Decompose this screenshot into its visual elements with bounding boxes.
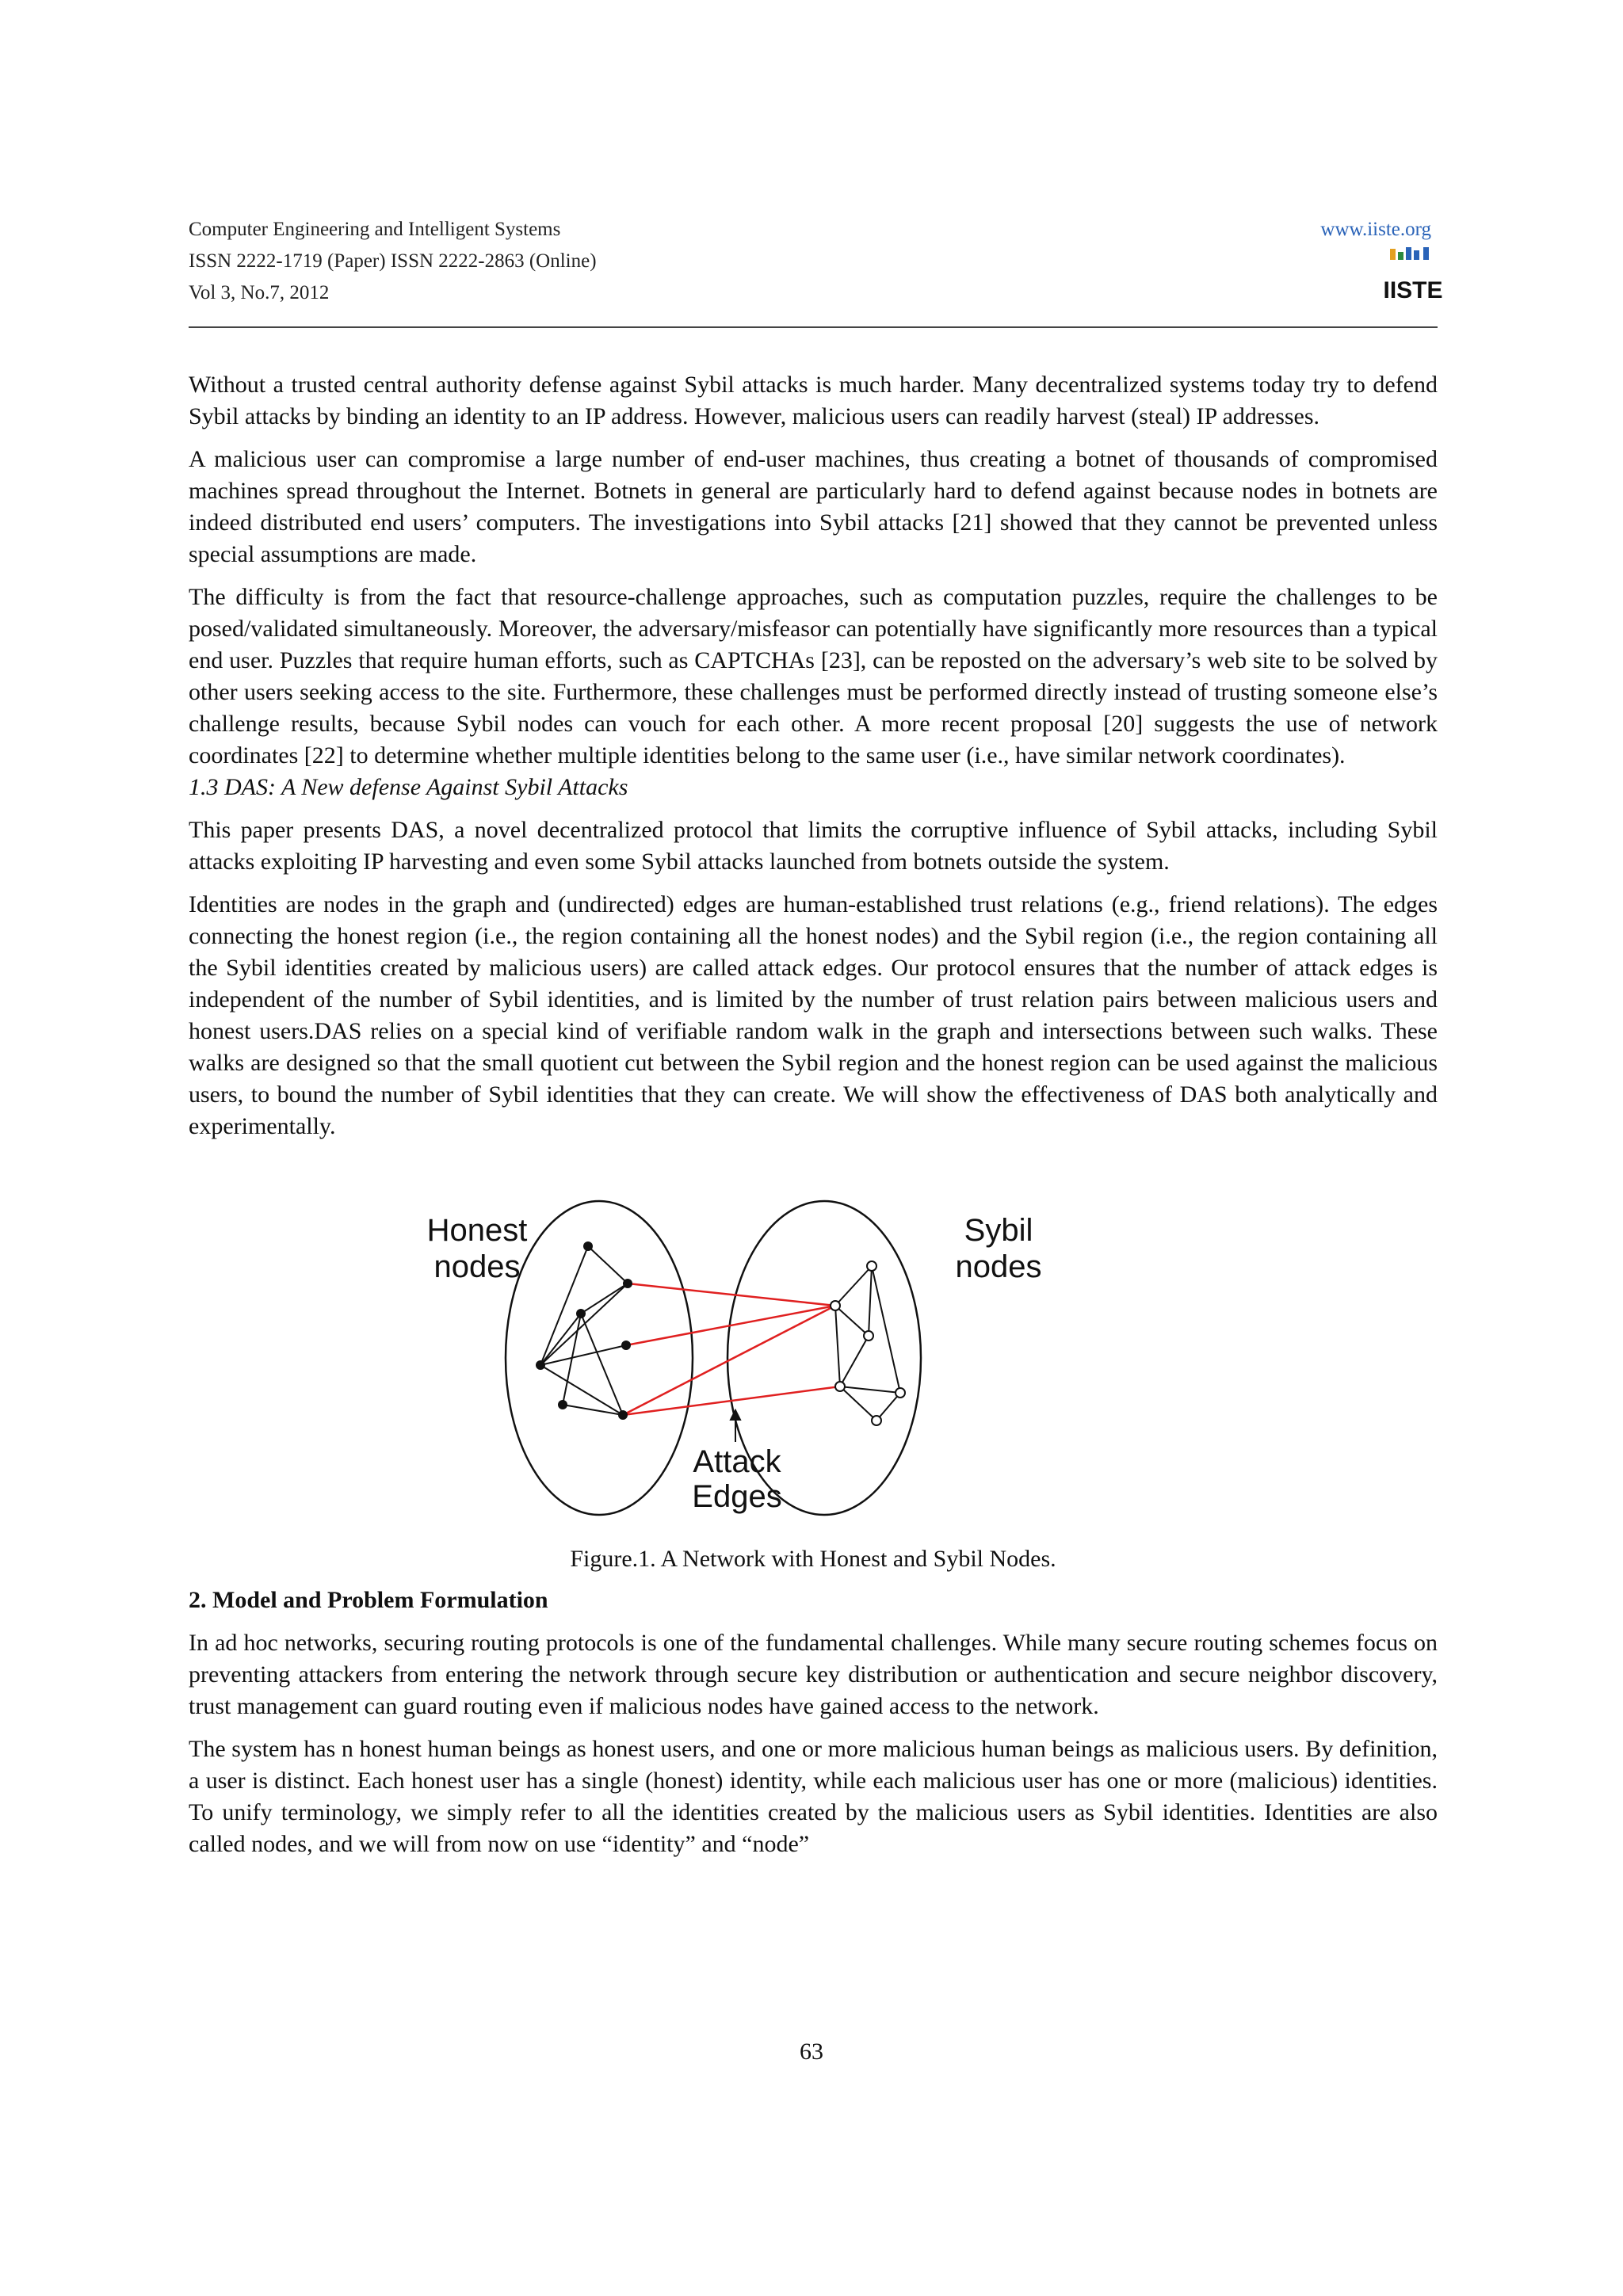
sybil-node [831, 1301, 840, 1310]
attack-edge [626, 1306, 835, 1345]
honest-node [618, 1410, 628, 1420]
paragraph-4: This paper presents DAS, a novel decentralized protocol that limits the corruptive influence of Sybil attacks, including Sybil attacks exploiting IP harvesting and even some Sybil attacks launched from botnets outside the system. [189, 817, 1438, 875]
section-heading: 2. Model and Problem Formulation [189, 1587, 548, 1613]
paragraph-5: Identities are nodes in the graph and (undirected) edges are human-established trust relations (e.g., friend relations). The edges connecting the honest region (i.e., the region containing all the honest nodes) and the Sybil region (i.e., the region containing all the Sybil identities created by malicious users) are called attack edges. Our protocol ensures that the number of attack edges is independent of the number of Sybil identities, and is limited by the number of trust relation pairs between malicious users and honest users.DAS relies on a special kind of verifiable random walk in the graph and intersections between such walks. These walks are designed so that the small quotient cut between the Sybil region and the honest region can be used against the malicious users, to bound the number of Sybil identities that they can create. We will show the effectiveness of DAS both analytically and experimentally. [189, 891, 1438, 1139]
paragraph-6: In ad hoc networks, securing routing protocols is one of the fundamental challenges. While many secure routing schemes focus on preventing attackers from entering the network through secure key distribution or authentication and secure neighbor discovery, trust management can guard routing even if malicious nodes have gained access to the network. [189, 1630, 1438, 1719]
attack-edges [623, 1283, 840, 1415]
journal-title: Computer Engineering and Intelligent Systems [189, 219, 561, 240]
honest-node [623, 1279, 632, 1288]
figure-caption: Figure.1. A Network with Honest and Sybil Nodes. [570, 1546, 1056, 1572]
sybil-node [864, 1331, 873, 1341]
iiste-logo [1383, 247, 1443, 303]
journal-issn: ISSN 2222-1719 (Paper) ISSN 2222-2863 (Online) [189, 250, 597, 272]
attack-label-line-2: Edges [692, 1479, 782, 1514]
sybil-label-line-2: nodes [955, 1249, 1042, 1284]
honest-label-line-1: Honest [426, 1213, 528, 1248]
page-number: 63 [800, 2039, 823, 2065]
honest-nodes [536, 1241, 632, 1420]
sybil-label-line-1: Sybil [964, 1213, 1033, 1248]
honest-label-line-2: nodes [433, 1249, 521, 1284]
sybil-node [835, 1382, 845, 1391]
honest-node [576, 1309, 586, 1318]
honest-node [536, 1360, 545, 1370]
header-rule [189, 326, 1438, 328]
network-diagram [420, 1195, 1070, 1527]
journal-volume: Vol 3, No.7, 2012 [189, 282, 330, 303]
page-header [189, 214, 1443, 325]
journal-info [189, 214, 597, 309]
attack-label-line-1: Attack [693, 1444, 781, 1479]
paragraph-2: A malicious user can compromise a large number of end-user machines, thus creating a botnet of thousands of compromised machines spread throughout the Internet. Botnets in general are particularly hard to defend against because nodes in botnets are indeed distributed end users’ computers. The investigations into Sybil attacks [21] showed that they cannot be prevented unless special assumptions are made. [189, 446, 1438, 567]
journal-url-link[interactable]: www.iiste.org [1320, 219, 1431, 240]
honest-node [583, 1241, 593, 1251]
sybil-node [896, 1388, 905, 1398]
attack-edge [623, 1386, 840, 1415]
attack-arrow-icon [731, 1410, 740, 1442]
attack-edge [628, 1283, 835, 1306]
paragraph-7: The system has n honest human beings as honest users, and one or more malicious human beings as malicious users. By definition, a user is distinct. Each honest user has a single (honest) identity, while each malicious user has one or more (malicious) identities. To unify terminology, we simply refer to all the identities created by the malicious users as Sybil identities. Identities are also called nodes, and we will from now on use “identity” and “node” [189, 1736, 1438, 1857]
figure-1 [189, 1195, 1438, 1585]
logo-text: IISTE [1383, 277, 1443, 303]
honest-node [621, 1341, 631, 1350]
article-body [189, 369, 1438, 1871]
honest-edges [540, 1246, 628, 1415]
honest-node [558, 1400, 567, 1409]
subsection-heading: 1.3 DAS: A New defense Against Sybil Attacks [189, 774, 628, 800]
paragraph-3: The difficulty is from the fact that resource-challenge approaches, such as computation puzzles, require the challenges to be posed/validated simultaneously. Moreover, the adversary/misfeasor can potentially have significantly more resources than a typical end user. Puzzles that require human efforts, such as CAPTCHAs [23], can be reposted on the adversary’s web site to be solved by other users seeking access to the site. Furthermore, these challenges must be performed directly instead of trusting someone else’s challenge results, because Sybil nodes can vouch for each other. A more recent proposal [20] suggests the use of network coordinates [22] to determine whether multiple identities belong to the same user (i.e., have similar network coordinates). [189, 584, 1438, 769]
paragraph-1: Without a trusted central authority defense against Sybil attacks is much harder. Many decentralized systems today try to defend Sybil attacks by binding an identity to an IP address. However, malicious users can readily harvest (steal) IP addresses. [189, 372, 1438, 429]
sybil-node [867, 1261, 876, 1271]
sybil-node [872, 1416, 881, 1425]
sybil-edges [835, 1266, 900, 1421]
